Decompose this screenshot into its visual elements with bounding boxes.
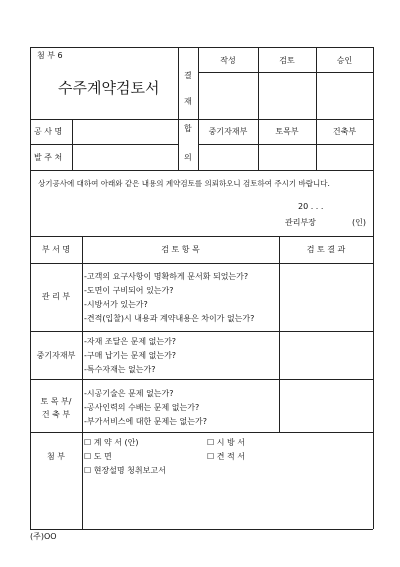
check-item: -고객의 요구사항이 명확하게 문서화 되었는가?: [84, 272, 249, 281]
check-item: -구매 납기는 문제 없는가?: [84, 351, 177, 360]
attachment-label: 첨 부: [47, 452, 65, 461]
section-dept-civil-arch: 토 목 부/: [40, 397, 72, 406]
construction-name-field[interactable]: [74, 121, 176, 142]
attachment-checkbox-spec[interactable]: ☐ 시 방 서: [207, 438, 245, 447]
check-item: -부가서비스에 대한 문제는 없는가?: [84, 417, 207, 426]
check-item: -자재 조달은 문제 없는가?: [84, 337, 177, 346]
section-dept-equipment: 중기자재부: [36, 351, 76, 360]
request-date: 20 . . .: [298, 202, 324, 211]
check-item: -도면이 구비되어 있는가?: [84, 286, 174, 295]
result-field-equipment[interactable]: [281, 333, 372, 377]
construction-name-label: 공 사 명: [34, 127, 63, 136]
approval-side-label: 재: [184, 97, 192, 106]
request-signer: 관리부장: [285, 218, 316, 227]
client-field[interactable]: [74, 146, 176, 168]
approval-col-reviewer: 검토: [279, 56, 295, 65]
check-item: -시방서가 있는가?: [84, 300, 148, 309]
request-seal: (인): [352, 218, 366, 227]
attachment-checkbox-contract[interactable]: ☐ 계 약 서 (안): [84, 438, 139, 447]
dept-civil: 토목부: [275, 127, 299, 136]
attachment-checkbox-drawing[interactable]: ☐ 도 면: [84, 452, 112, 461]
header-dept: 부 서 명: [41, 245, 71, 254]
approval-col-approver: 승인: [336, 56, 353, 65]
agreement-side-label: 합: [184, 124, 192, 133]
attachment-checkbox-estimate[interactable]: ☐ 견 적 서: [207, 452, 245, 461]
check-item: -견적(입찰)시 내용과 계약내용은 차이가 없는가?: [84, 314, 255, 323]
form-label: 첨 부 6: [37, 51, 63, 60]
dept-heavy-equipment: 중기자재부: [208, 127, 248, 136]
check-item: -특수자재는 없는가?: [84, 365, 156, 374]
header-result: 검 토 결 과: [306, 245, 346, 254]
attachment-checkbox-site-report[interactable]: ☐ 현장설명 청취보고서: [84, 466, 166, 475]
check-item: -공사인력의 수배는 문제 없는가?: [84, 403, 200, 412]
approval-sign-box-reviewer[interactable]: [259, 73, 315, 118]
approval-sign-box-writer[interactable]: [199, 73, 257, 118]
company-footer: (주)OO: [30, 532, 57, 541]
approval-col-writer: 작성: [220, 56, 236, 65]
result-field-civil-arch[interactable]: [281, 381, 372, 430]
section-dept-admin: 관 리 부: [41, 292, 71, 301]
section-dept-civil-arch: 건 축 부: [41, 410, 71, 419]
client-label: 발 주 처: [34, 153, 63, 162]
agreement-side-label: 의: [184, 153, 192, 162]
page-title: 수주계약검토서: [58, 79, 160, 97]
dept-architecture: 건축부: [332, 127, 357, 136]
approval-side-label: 결: [184, 71, 192, 80]
check-item: -시공기술은 문제 없는가?: [84, 389, 174, 398]
request-text: 상기공사에 대하여 아래와 같은 내용의 계약검토를 의뢰하오니 검토하여 주시기 바랍니다.: [38, 179, 330, 188]
result-field-admin[interactable]: [281, 265, 372, 329]
approval-sign-box-approver[interactable]: [317, 73, 372, 118]
header-items: 검 토 항 목: [161, 245, 200, 254]
